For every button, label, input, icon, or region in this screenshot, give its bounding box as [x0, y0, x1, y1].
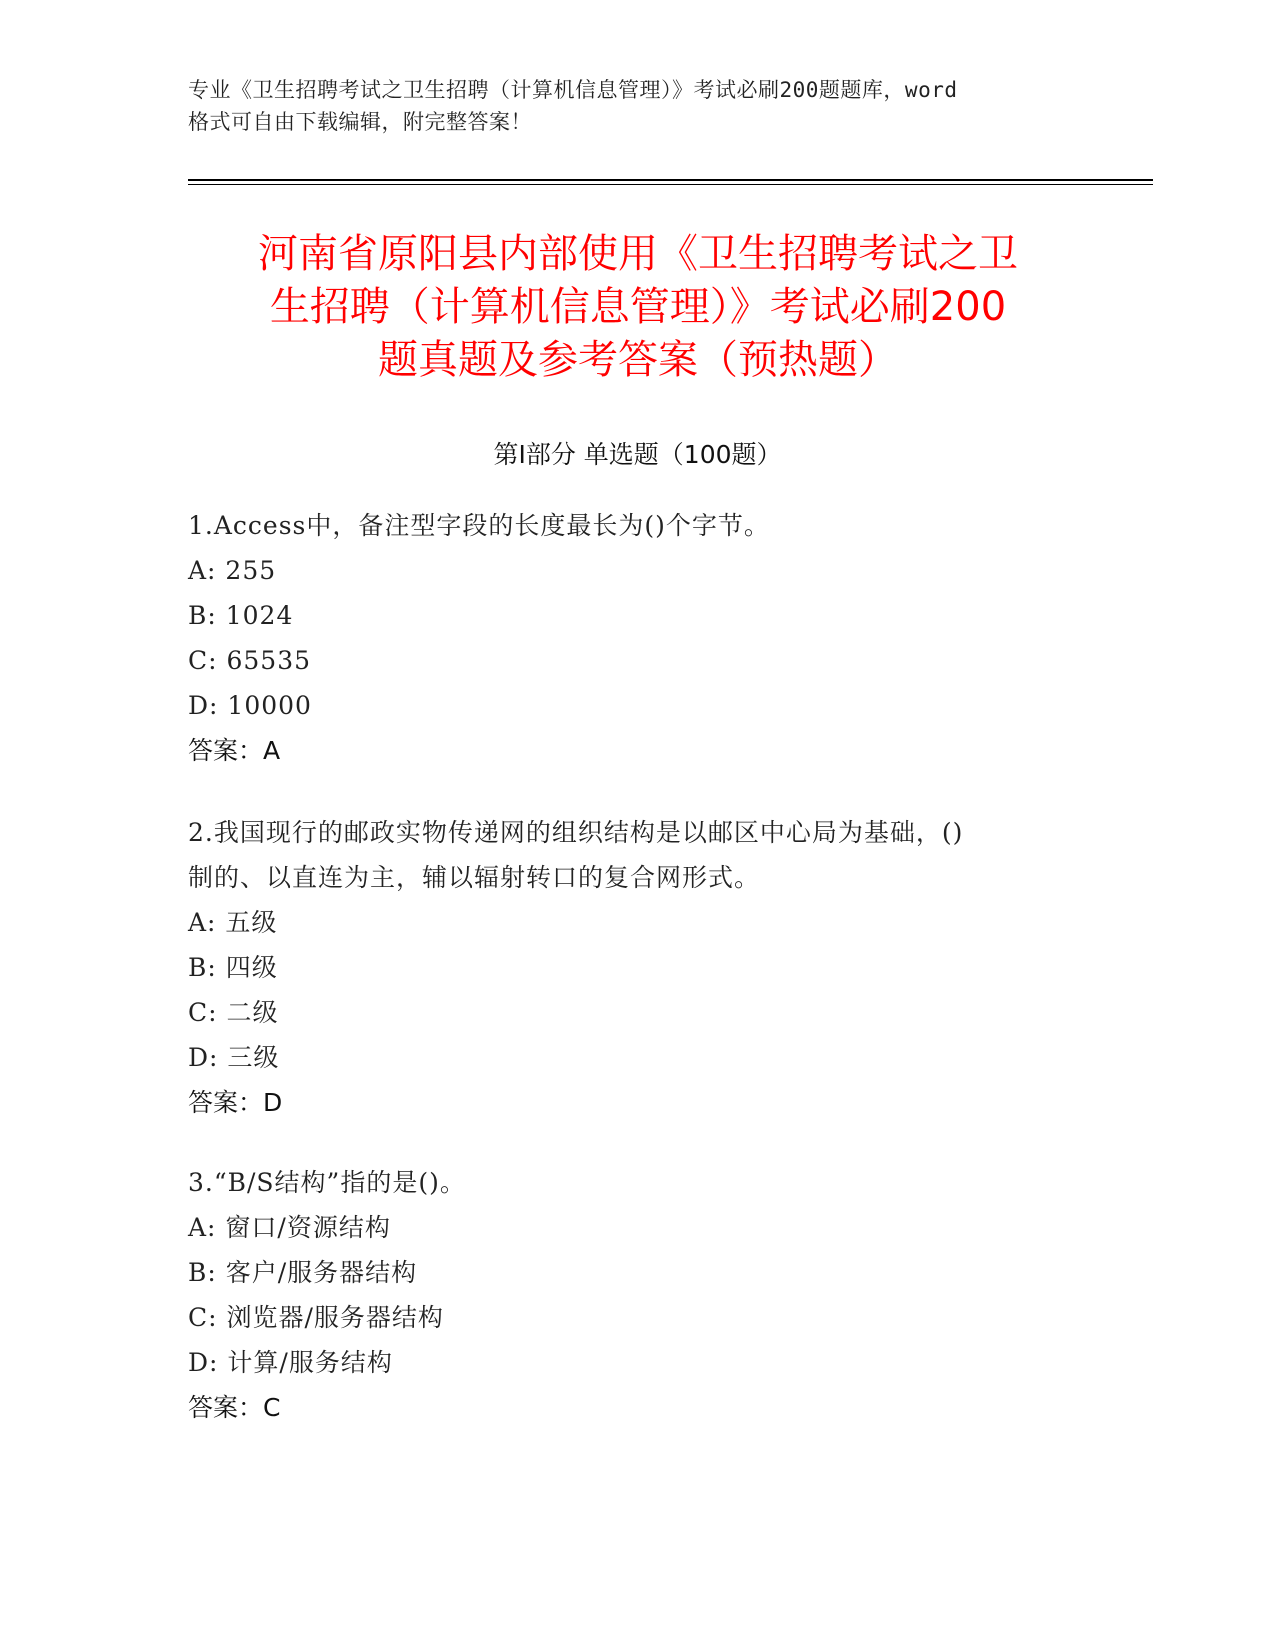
option-d: D: 三级	[188, 1043, 280, 1072]
question-3	[188, 1160, 1088, 1430]
document-title	[188, 228, 1088, 387]
title-line: 题真题及参考答案（预热题）	[378, 337, 898, 383]
option-c: C: 65535	[188, 646, 312, 675]
option-d: D: 计算/服务结构	[188, 1348, 393, 1377]
option-b: B: 1024	[188, 601, 294, 630]
option-a: A: 五级	[188, 908, 278, 937]
header-note-line: 专业《卫生招聘考试之卫生招聘（计算机信息管理）》考试必刷200题题库，word	[188, 78, 958, 102]
header-note	[188, 74, 1088, 138]
section-heading: 第Ⅰ部分 单选题（100题）	[493, 440, 782, 469]
header-divider	[188, 184, 1153, 185]
option-a: A: 255	[188, 556, 277, 585]
question-text: 3.“B/S结构”指的是()。	[188, 1168, 466, 1197]
question-1	[188, 503, 1088, 773]
title-line: 河南省原阳县内部使用《卫生招聘考试之卫	[258, 231, 1018, 277]
question-text: 1.Access中，备注型字段的长度最长为()个字节。	[188, 511, 770, 540]
header-divider	[188, 179, 1153, 181]
question-text: 制的、以直连为主，辅以辐射转口的复合网形式。	[188, 863, 761, 892]
option-d: D: 10000	[188, 691, 312, 720]
option-a: A: 窗口/资源结构	[188, 1213, 391, 1242]
question-text: 2.我国现行的邮政实物传递网的组织结构是以邮区中心局为基础，()	[188, 818, 964, 847]
option-c: C: 浏览器/服务器结构	[188, 1303, 444, 1332]
answer: 答案：A	[188, 736, 281, 765]
title-line: 生招聘（计算机信息管理）》考试必刷200	[269, 284, 1007, 330]
option-b: B: 四级	[188, 953, 278, 982]
header-note-line: 格式可自由下载编辑，附完整答案！	[188, 110, 532, 134]
answer: 答案：C	[188, 1393, 281, 1422]
option-b: B: 客户/服务器结构	[188, 1258, 418, 1287]
question-2	[188, 810, 1088, 1125]
option-c: C: 二级	[188, 998, 279, 1027]
answer: 答案：D	[188, 1088, 283, 1117]
